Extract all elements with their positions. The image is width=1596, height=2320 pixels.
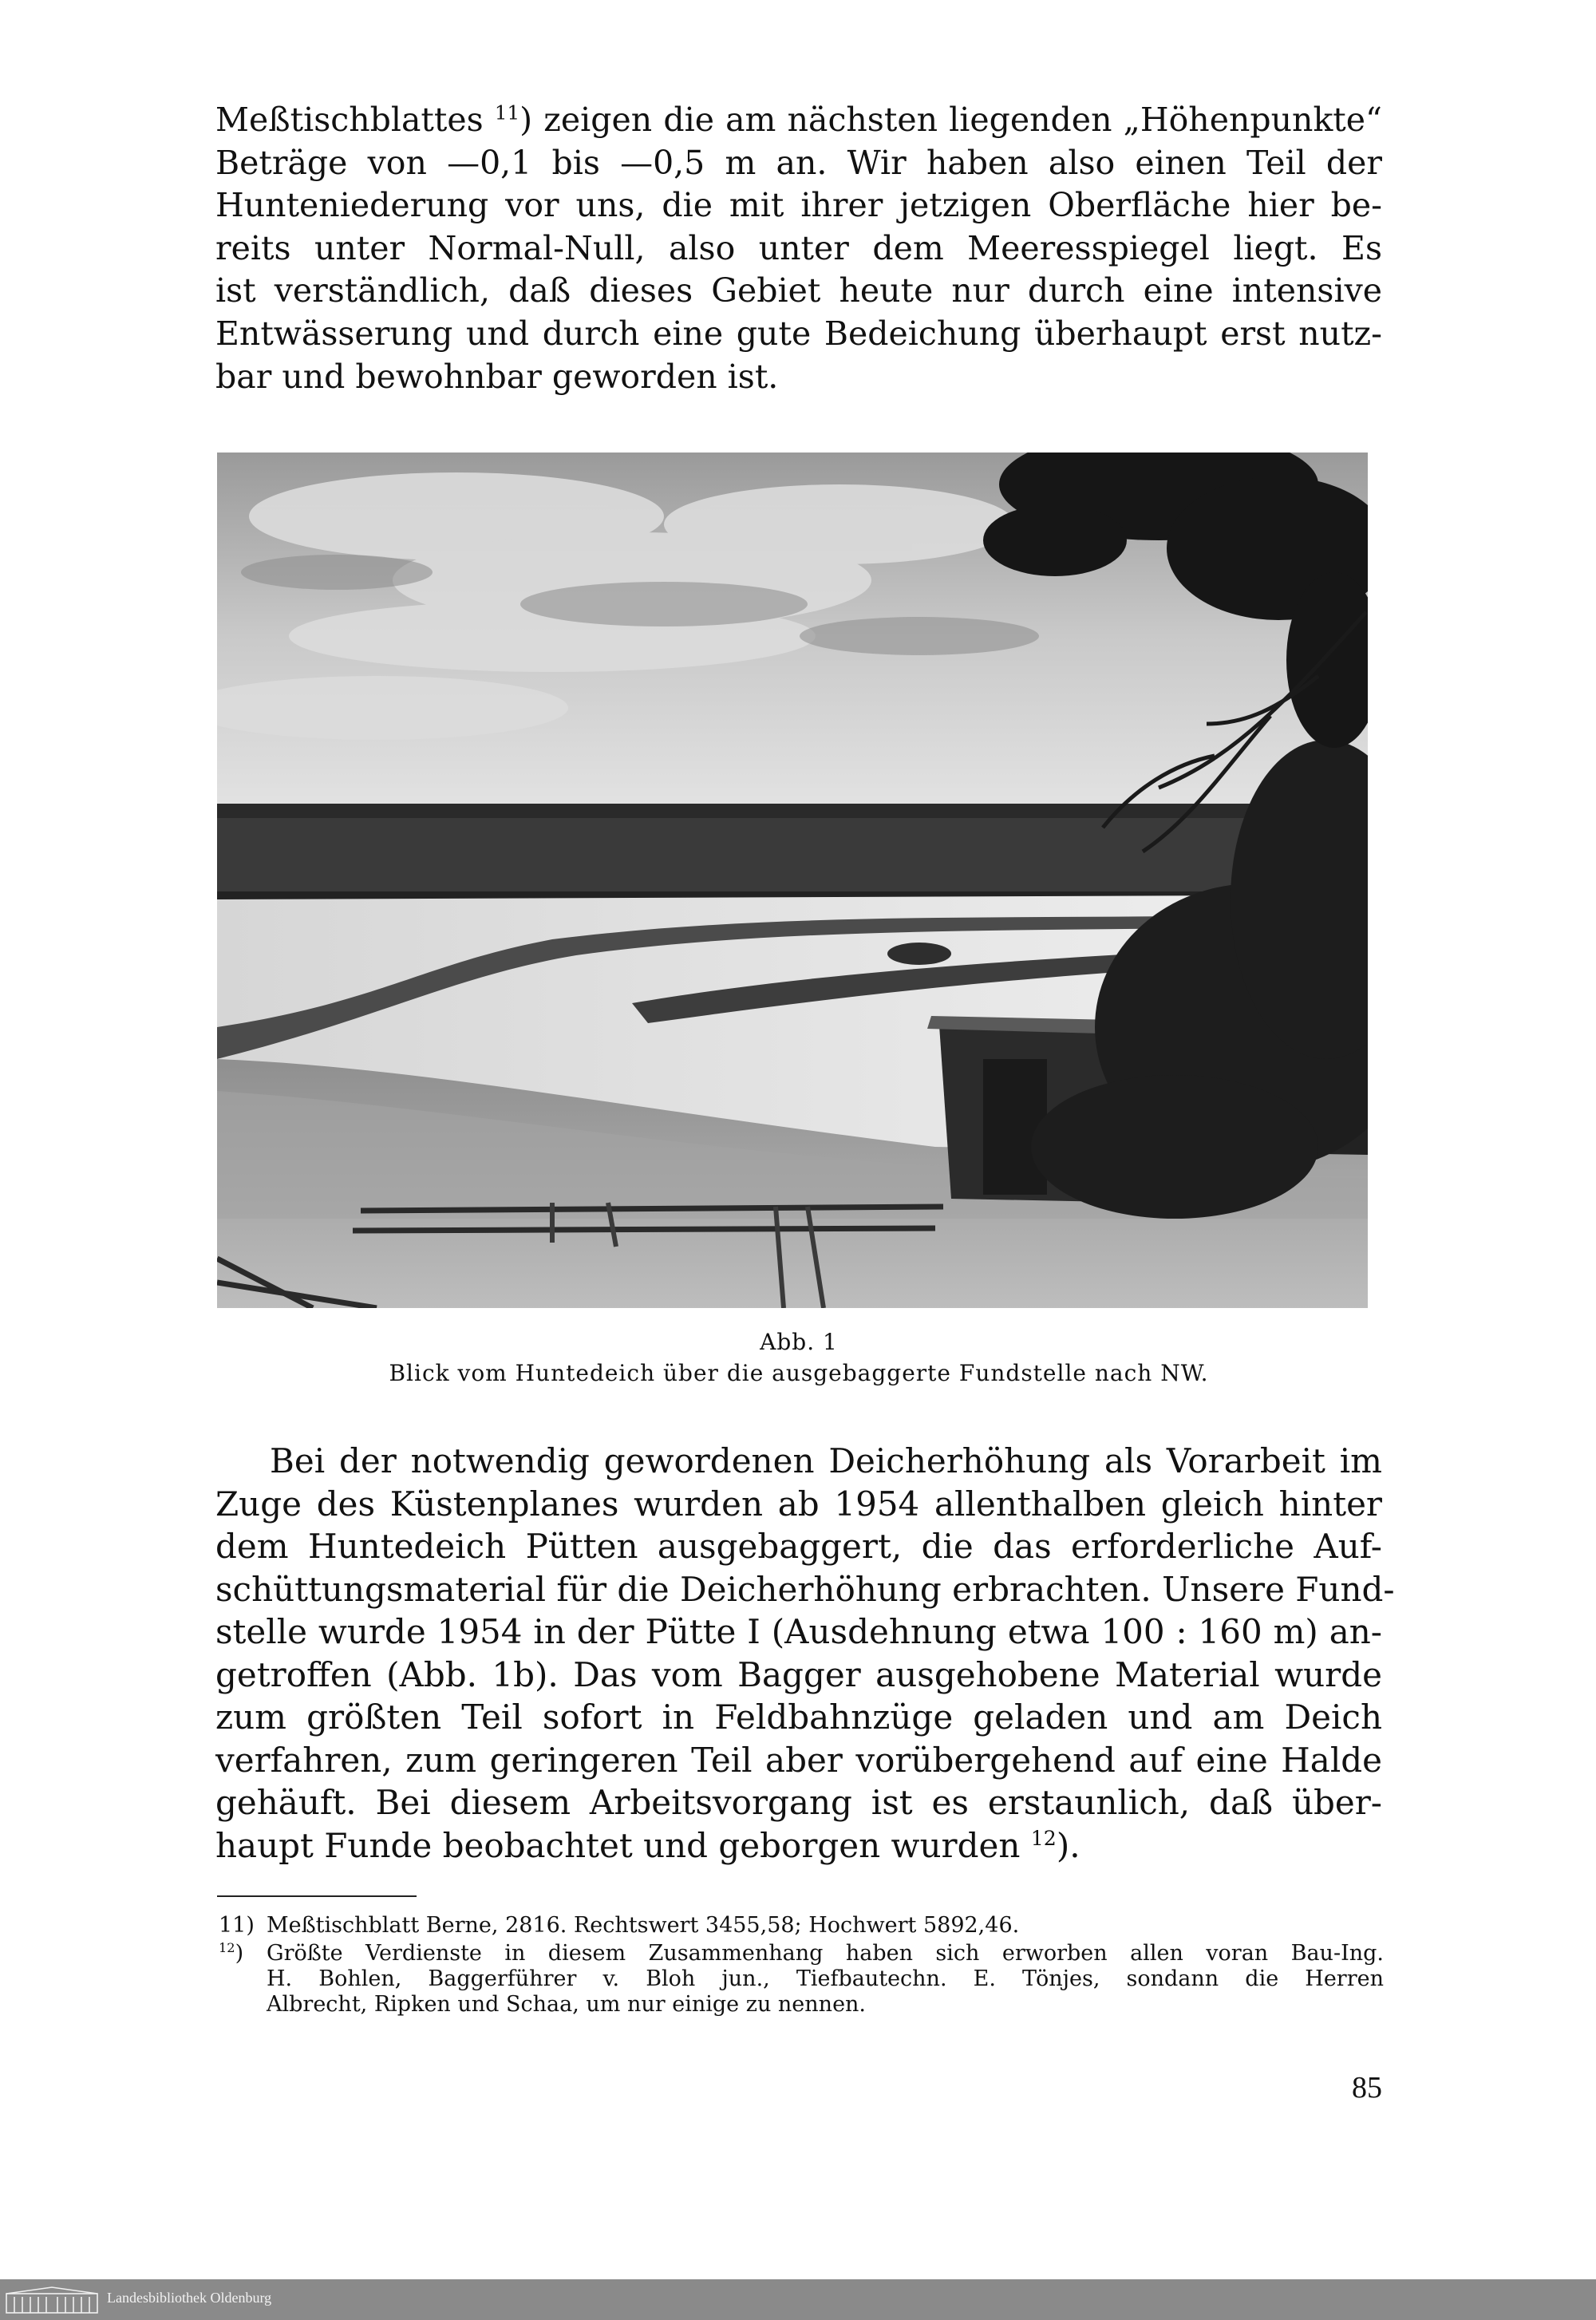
text-line: Hunteniederung vor uns, die mit ihrer jetzigen Oberfläche hier be- bbox=[215, 186, 1382, 225]
text-line: Beträge von —0,1 bis —0,5 m an. Wir haben also einen Teil der bbox=[215, 143, 1382, 182]
text-line: haupt Funde beobachtet und geborgen wurden $^{12}$). bbox=[215, 1825, 1080, 1865]
footnote-line: Albrecht, Ripken und Schaa, um nur einige zu nennen. bbox=[267, 1992, 867, 2017]
footnote-12 bbox=[219, 1941, 1384, 2018]
text-line: Meßtischblattes $^{11}$) zeigen die am nächsten liegenden „Höhenpunkte“ bbox=[215, 101, 1382, 139]
text-line: getroffen (Abb. 1b). Das vom Bagger ausgehobene Material wurde bbox=[215, 1654, 1382, 1694]
text-line: verfahren, zum geringeren Teil aber vorübergehend auf eine Halde bbox=[215, 1740, 1382, 1780]
text-line: Bei der notwendig gewordenen Deicherhöhung als Vorarbeit im bbox=[270, 1441, 1382, 1480]
footnote-divider bbox=[217, 1895, 417, 1897]
figure-label: Abb. 1 bbox=[760, 1329, 838, 1355]
footnote-line: Meßtischblatt Berne, 2816. Rechtswert 3455,58; Hochwert 5892,46. bbox=[267, 1913, 1020, 1938]
text-line: schüttungsmaterial für die Deicherhöhung erbrachten. Unsere Fund- bbox=[215, 1569, 1395, 1609]
paragraph-2 bbox=[215, 1440, 1395, 1867]
footnote-mark: $^{12}$) bbox=[219, 1940, 244, 1966]
text-line: stelle wurde 1954 in der Pütte I (Ausdehnung etwa 100 : 160 m) an- bbox=[215, 1612, 1382, 1651]
figure-caption: Blick vom Huntedeich über die ausgebaggerte Fundstelle nach NW. bbox=[389, 1360, 1209, 1386]
footnote-11 bbox=[219, 1913, 1384, 1939]
figure-photo bbox=[217, 453, 1368, 1308]
field-band bbox=[217, 816, 1368, 891]
footnote-line: H. Bohlen, Baggerführer v. Bloh jun., Tiefbautechn. E. Tönjes, sondann die Herren bbox=[267, 1966, 1384, 1991]
text-line: Entwässerung und durch eine gute Bedeichung überhaupt erst nutz- bbox=[215, 314, 1382, 353]
text-line: reits unter Normal-Null, also unter dem Meeresspiegel liegt. Es bbox=[215, 228, 1382, 267]
text-line: gehäuft. Bei diesem Arbeitsvorgang ist es erstaunlich, daß über- bbox=[215, 1783, 1382, 1822]
footnote-line: Größte Verdienste in diesem Zusammenhang haben sich erworben allen voran Bau-Ing. bbox=[267, 1941, 1384, 1966]
paragraph-1 bbox=[215, 99, 1382, 398]
text-line: dem Huntedeich Pütten ausgebaggert, die das erforderliche Auf- bbox=[215, 1527, 1382, 1566]
footnote-mark: 11) bbox=[219, 1913, 255, 1938]
page-number: 85 bbox=[1352, 2071, 1382, 2105]
text-line: Zuge des Küstenplanes wurden ab 1954 allenthalben gleich hinter bbox=[215, 1484, 1382, 1524]
library-footer-bar bbox=[0, 2279, 1596, 2320]
text-line: ist verständlich, daß dieses Gebiet heute nur durch eine intensive bbox=[215, 271, 1382, 310]
footnote-ref-12[interactable]: 12 bbox=[1030, 1826, 1057, 1850]
library-building-icon bbox=[5, 2286, 99, 2314]
text-line: bar und bewohnbar geworden ist. bbox=[215, 357, 779, 396]
text-line: zum größten Teil sofort in Feldbahnzüge geladen und am Deich bbox=[215, 1698, 1382, 1737]
library-name[interactable]: Landesbibliothek Oldenburg bbox=[107, 2290, 272, 2306]
footnote-ref-11[interactable]: 11 bbox=[494, 101, 520, 124]
